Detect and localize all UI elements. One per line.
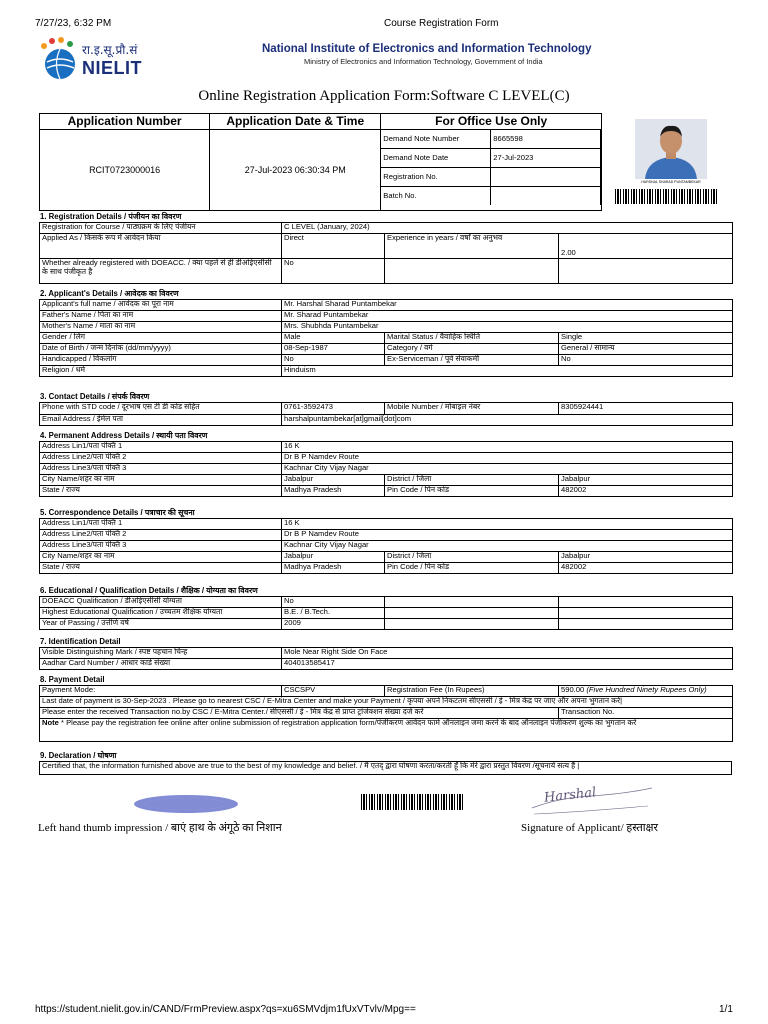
district-label: District / जिला — [385, 475, 559, 486]
thumb-caption: Left hand thumb impression / बाएं हाथ के अंगूठे का निशान — [38, 822, 282, 834]
aadhar-value: 404013585417 — [282, 659, 733, 670]
state-label: State / राज्य — [40, 563, 282, 574]
religion-label: Religion / धर्म — [40, 366, 282, 377]
district-value: Jabalpur — [559, 552, 733, 563]
demand-note-date: 27-Jul-2023 — [491, 149, 601, 168]
address-line2-value: Dr B P Namdev Route — [282, 530, 733, 541]
category-value: General / सामान्य — [559, 344, 733, 355]
section-title: 5. Correspondence Details / पत्राचार की सूचना — [40, 508, 195, 517]
doeacc-registered-value: No — [282, 259, 385, 284]
demand-note-number-label: Demand Note Number — [381, 130, 491, 149]
address-line2-value: Dr B P Namdev Route — [282, 453, 733, 464]
phone-value: 0761-3592473 — [282, 403, 385, 415]
last-date-notice: Last date of payment is 30-Sep-2023 . Please go to nearest CSC / E-Mitra Center and make your Payment / कृपया अपने निकटतम सीएससी / ई - मित्र केंद्र पर जाए और अपना भुगतान करें| — [40, 697, 733, 708]
year-passing-label: Year of Passing / उत्तीर्ण वर्ष — [40, 619, 282, 630]
address-line3-value: Kachnar City Vijay Nagar — [282, 541, 733, 552]
payment-note — [40, 719, 733, 742]
city-value: Jabalpur — [282, 475, 385, 486]
address-line1-label: Address Lin1/पता पंक्ति 1 — [40, 442, 282, 453]
office-use-cell — [381, 130, 602, 211]
mobile-value: 8305924441 — [559, 403, 733, 415]
city-label: City Name/शहर का नाम — [40, 552, 282, 563]
pin-value: 482002 — [559, 563, 733, 574]
distinguishing-mark-value: Mole Near Right Side On Face — [282, 648, 733, 659]
applied-label: Applied As / किसके रूप में आवेदन किया — [40, 234, 282, 259]
logo-text: NIELIT — [82, 58, 142, 78]
full-name-label: Applicant's full name / आवेदक का पूरा नाम — [40, 300, 282, 311]
marital-label: Marital Status / वैवाहिक स्थिति — [385, 333, 559, 344]
aadhar-label: Aadhar Card Number / आधार कार्ड संख्या — [40, 659, 282, 670]
pin-value: 482002 — [559, 486, 733, 497]
declaration-text: Certified that, the information furnished above are true to the best of my knowledge and belief. / मैं एतद् द्वारा घोषणा करता/करती हूँ कि मेरे द्वारा प्रस्तुत विवरण /सूचनायें सत्य हैं | — [40, 762, 732, 775]
transaction-instruction: Please enter the received Transaction no.by CSC / E-Mitra Center./ सीएससी / ई - मित्र केंद्र से प्राप्त ट्रांजेक्शन संख्या दर्ज करें — [40, 708, 559, 719]
registration-no-label: Registration No. — [381, 168, 491, 187]
photo-caption: HARSHAL SHARAD PUNTAMBEKAR — [641, 180, 701, 184]
person-photo-icon — [635, 119, 707, 179]
print-url: https://student.nielit.gov.in/CAND/FrmPreview.aspx?qs=xu6SMVdjm1fUxVTvlv/Mpg== — [35, 1004, 416, 1015]
state-value: Madhya Pradesh — [282, 563, 385, 574]
category-label: Category / वर्ग — [385, 344, 559, 355]
section-permanent-address — [39, 431, 732, 497]
app-date-label: Application Date & Time — [210, 114, 381, 130]
section-education — [39, 586, 732, 630]
section-correspondence-address — [39, 508, 732, 574]
dob-label: Date of Birth / जन्म दिनांक (dd/mm/yyyy) — [40, 344, 282, 355]
father-name-value: Mr. Sharad Puntambekar — [282, 311, 733, 322]
transaction-no-label: Transaction No. — [559, 708, 733, 719]
handicapped-label: Handicapped / विकलांग — [40, 355, 282, 366]
payment-mode-label: Payment Mode: — [40, 686, 282, 697]
experience-value: 2.00 — [559, 234, 733, 259]
section-identification — [39, 637, 732, 670]
globe-icon — [38, 36, 78, 82]
state-value: Madhya Pradesh — [282, 486, 385, 497]
registration-fee-value: 590.00 (Five Hundred Ninety Rupees Only) — [559, 686, 733, 697]
print-page-number: 1/1 — [719, 1004, 733, 1015]
app-date: 27-Jul-2023 06:30:34 PM — [210, 130, 381, 211]
ex-serviceman-value: No — [559, 355, 733, 366]
highest-qualification-label: Highest Educational Qualification / उच्चतम शैक्षिक योग्यता — [40, 608, 282, 619]
pin-label: Pin Code / पिन कोड — [385, 563, 559, 574]
applicant-photo — [635, 119, 707, 179]
section-title: 4. Permanent Address Details / स्थायी पता विवरण — [40, 431, 208, 440]
doeacc-qualification-label: DOEACC Qualification / डीओईएसीसी योग्यता — [40, 597, 282, 608]
address-line1-value: 16 K — [282, 442, 733, 453]
address-line2-label: Address Line2/पता पंक्ति 2 — [40, 453, 282, 464]
thumb-impression — [128, 790, 248, 818]
address-line1-label: Address Lin1/पता पंक्ति 1 — [40, 519, 282, 530]
handicapped-value: No — [282, 355, 385, 366]
address-line3-label: Address Line3/पता पंक्ति 3 — [40, 541, 282, 552]
note-text: * Please pay the registration fee online after online submission of registration application form/पंजीकरण आवेदन फार्म ऑनलाइन जमा करने के बाद ऑनलाइन पंजीकरण शुल्क का भुगतान करें — [61, 718, 637, 727]
gender-value: Male — [282, 333, 385, 344]
section-title: 6. Educational / Qualification Details / शैक्षिक / योग्यता का विवरण — [40, 586, 258, 595]
doeacc-qualification-value: No — [282, 597, 385, 608]
section-title: 7. Identification Detail — [40, 637, 121, 646]
address-line3-value: Kachnar City Vijay Nagar — [282, 464, 733, 475]
section-title: 3. Contact Details / संपर्क विवरण — [40, 392, 150, 401]
demand-note-date-label: Demand Note Date — [381, 149, 491, 168]
app-number-label: Application Number — [40, 114, 210, 130]
payment-mode-value: CSCSPV — [282, 686, 385, 697]
section-declaration — [39, 751, 732, 775]
mother-name-label: Mother's Name / माता का नाम — [40, 322, 282, 333]
print-datetime: 7/27/23, 6:32 PM — [35, 18, 112, 29]
section-registration — [39, 212, 732, 284]
section-title: 8. Payment Detail — [40, 675, 105, 684]
religion-value: Hinduism — [282, 366, 733, 377]
applied-value: Direct — [282, 234, 385, 259]
gender-label: Gender / लिंग — [40, 333, 282, 344]
state-label: State / राज्य — [40, 486, 282, 497]
signature-caption: Signature of Applicant/ हस्ताक्षर — [521, 822, 659, 834]
section-payment — [39, 675, 732, 742]
mobile-label: Mobile Number / मोबाइल नंबर — [385, 403, 559, 415]
address-line2-label: Address Line2/पता पंक्ति 2 — [40, 530, 282, 541]
office-use-label: For Office Use Only — [381, 114, 602, 130]
distinguishing-mark-label: Visible Distinguishing Mark / स्पष्ट पहचान चिन्ह — [40, 648, 282, 659]
form-barcode — [361, 794, 464, 810]
email-value: harshalpuntambekar[at]gmail[dot]com — [282, 415, 733, 426]
form-title: Online Registration Application Form:Software C LEVEL(C) — [198, 88, 570, 104]
city-label: City Name/शहर का नाम — [40, 475, 282, 486]
ex-serviceman-label: Ex-Serviceman / पूर्व सेवाकर्मी — [385, 355, 559, 366]
section-title: 1. Registration Details / पंजीयन का विवरण — [40, 212, 182, 221]
city-value: Jabalpur — [282, 552, 385, 563]
course-label: Registration for Course / पाठ्यक्रम के लिए पंजीयन — [40, 223, 282, 234]
signature-text: Harshal — [543, 785, 597, 806]
org-ministry: Ministry of Electronics and Information Technology, Government of India — [304, 57, 543, 66]
app-number: RCIT0723000016 — [40, 130, 210, 211]
demand-note-number: 8665598 — [491, 130, 601, 149]
phone-label: Phone with STD code / दूरभाष एस टी डी कोड सहित — [40, 403, 282, 415]
logo-hindi: रा.इ.सू.प्रौ.सं — [82, 43, 138, 57]
email-label: Email Address / ईमेल पता — [40, 415, 282, 426]
doeacc-registered-label: Whether already registered with DOEACC. / क्या पहले से ही डीओईएसीसी के साथ पंजीकृत है — [40, 259, 282, 284]
full-name-value: Mr. Harshal Sharad Puntambekar — [282, 300, 733, 311]
photo-barcode — [615, 189, 718, 204]
section-title: 9. Declaration / घोषणा — [40, 751, 117, 760]
district-value: Jabalpur — [559, 475, 733, 486]
year-passing-value: 2009 — [282, 619, 385, 630]
fee-in-words: (Five Hundred Ninety Rupees Only) — [586, 685, 707, 694]
batch-no — [491, 187, 601, 206]
course-value: C LEVEL (January, 2024) — [282, 223, 733, 234]
nielit-logo — [38, 36, 158, 84]
batch-no-label: Batch No. — [381, 187, 491, 206]
mother-name-value: Mrs. Shubhda Puntambekar — [282, 322, 733, 333]
note-label: Note — [42, 718, 59, 727]
section-contact — [39, 392, 732, 426]
pin-label: Pin Code / पिन कोड — [385, 486, 559, 497]
applicant-signature — [528, 784, 656, 818]
print-page-title: Course Registration Form — [384, 18, 499, 29]
marital-value: Single — [559, 333, 733, 344]
address-line3-label: Address Line3/पता पंक्ति 3 — [40, 464, 282, 475]
highest-qualification-value: B.E. / B.Tech. — [282, 608, 385, 619]
registration-fee-label: Registration Fee (In Rupees) — [385, 686, 559, 697]
section-applicant — [39, 289, 732, 377]
district-label: District / जिला — [385, 552, 559, 563]
registration-no — [491, 168, 601, 187]
experience-label: Experience in years / वर्षों का अनुभव — [385, 234, 559, 259]
section-title: 2. Applicant's Details / आवेदक का विवरण — [40, 289, 179, 298]
address-line1-value: 16 K — [282, 519, 733, 530]
org-name: National Institute of Electronics and Information Technology — [262, 43, 592, 55]
dob-value: 08-Sep-1987 — [282, 344, 385, 355]
father-name-label: Father's Name / पिता का नाम — [40, 311, 282, 322]
